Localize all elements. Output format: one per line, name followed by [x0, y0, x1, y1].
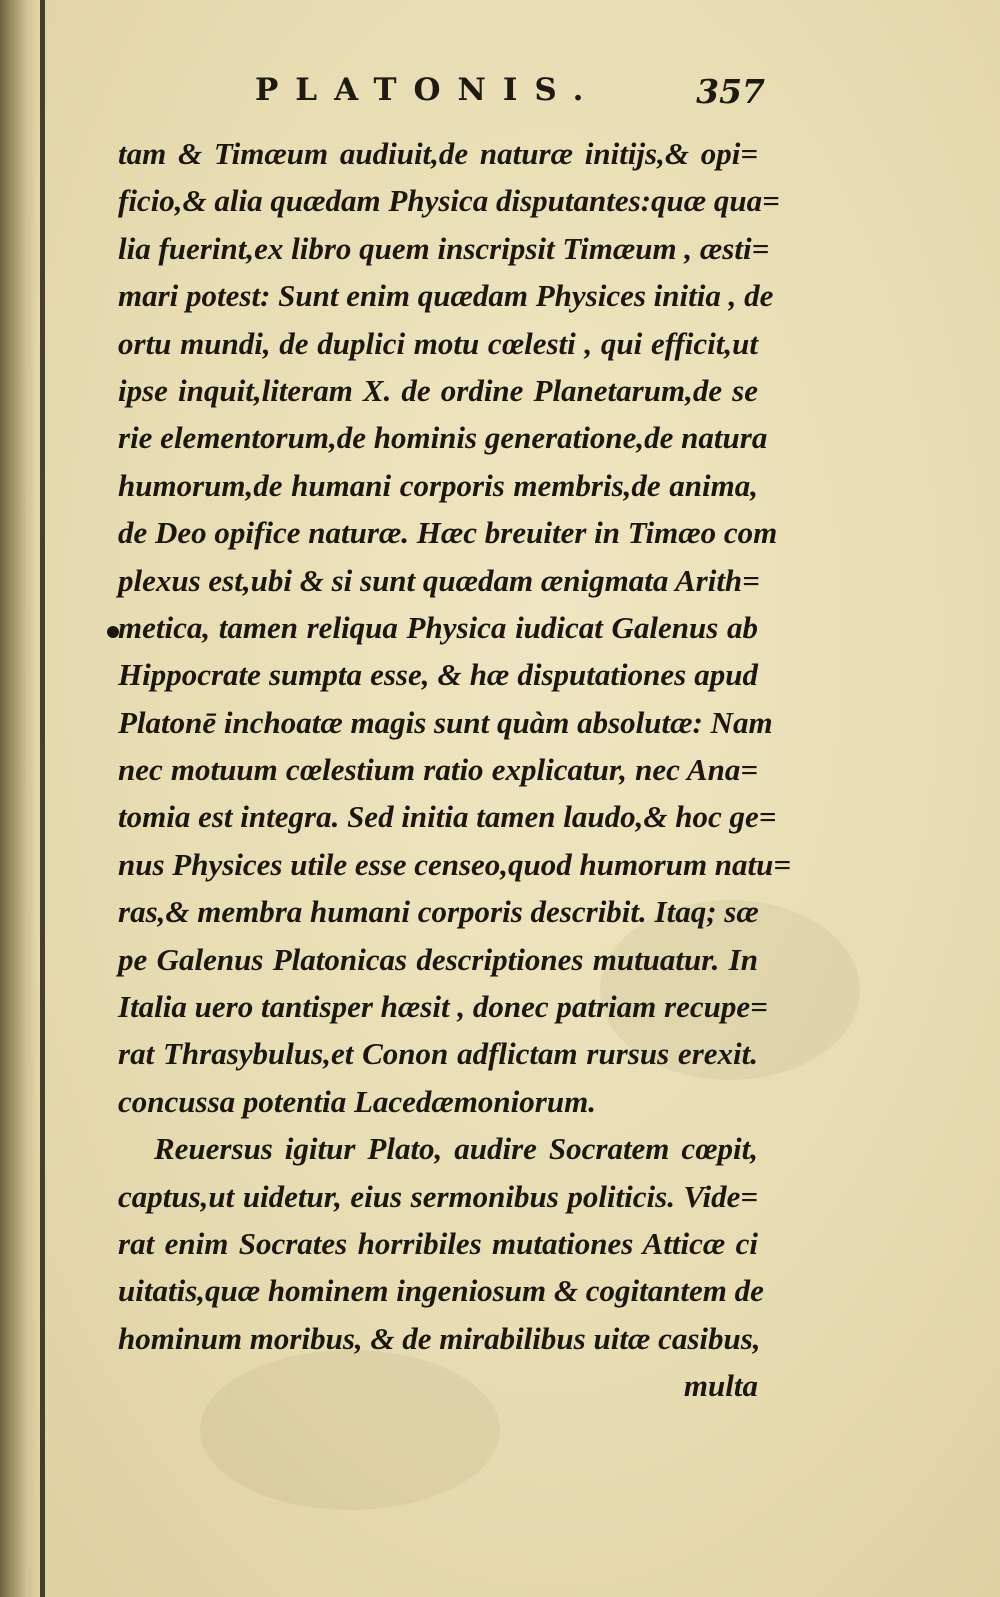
catchword: multa	[683, 1368, 758, 1404]
text-line: tomia est integra. Sed initia tamen laudo,& hoc ge=	[118, 799, 777, 835]
binding-gutter	[0, 0, 38, 1597]
text-line: rat enim Socrates horribiles mutationes Atticæ ci	[118, 1225, 758, 1261]
text-line: humorum,de humani corporis membris,de anima,	[118, 467, 758, 503]
text-line-paragraph-start: Reuersus igitur Plato, audire Socratem cœpit,	[154, 1131, 758, 1167]
text-line: metica, tamen reliqua Physica iudicat Galenus ab	[118, 609, 758, 645]
text-line: de Deo opifice naturæ. Hæc breuiter in Timæo com	[118, 515, 778, 551]
text-line: hominum moribus, & de mirabilibus uitæ casibus,	[118, 1320, 761, 1356]
text-line: plexus est,ubi & si sunt quædam ænigmata Arith=	[118, 562, 760, 598]
text-line: rat Thrasybulus,et Conon adflictam rursus erexit.	[118, 1036, 758, 1072]
running-head: PLATONIS.	[255, 72, 601, 108]
text-line: captus,ut uidetur, eius sermonibus politicis. Vide=	[118, 1178, 758, 1214]
catchword-row	[118, 1362, 758, 1409]
text-line: ficio,& alia quædam Physica disputantes:quæ qua=	[118, 183, 780, 219]
page-number: 357	[696, 72, 765, 111]
text-line: pe Galenus Platonicas descriptiones mutuatur. In	[118, 941, 758, 977]
text-block	[118, 130, 792, 1409]
text-line: concussa potentia Lacedæmoniorum.	[118, 1083, 596, 1119]
text-line: Platonē inchoatæ magis sunt quàm absolutæ: Nam	[118, 704, 773, 740]
text-line: Italia uero tantisper hæsit , donec patriam recupe=	[118, 989, 768, 1025]
text-line: ortu mundi, de duplici motu cœlesti , qui efficit,ut	[118, 325, 758, 361]
text-line: Hippocrate sumpta esse, & hæ disputationes apud	[118, 657, 758, 693]
text-line: nus Physices utile esse censeo,quod humorum natu=	[118, 846, 792, 882]
text-line: ipse inquit,literam X. de ordine Planetarum,de se	[118, 372, 758, 408]
text-line: ras,& membra humani corporis describit. Itaq; sæ	[118, 894, 759, 930]
text-line: nec motuum cœlestium ratio explicatur, nec Ana=	[118, 752, 758, 788]
text-line: mari potest: Sunt enim quædam Physices initia , de	[118, 278, 774, 314]
text-line: uitatis,quæ hominem ingeniosum & cogitantem de	[118, 1273, 764, 1309]
text-line: tam & Timæum audiuit,de naturæ initijs,& opi=	[118, 136, 758, 171]
page-header	[255, 72, 765, 122]
text-line: rie elementorum,de hominis generatione,de natura	[118, 420, 768, 456]
text-line: lia fuerint,ex libro quem inscripsit Timæum , æsti=	[118, 230, 770, 266]
binding-edge-line	[40, 0, 45, 1597]
